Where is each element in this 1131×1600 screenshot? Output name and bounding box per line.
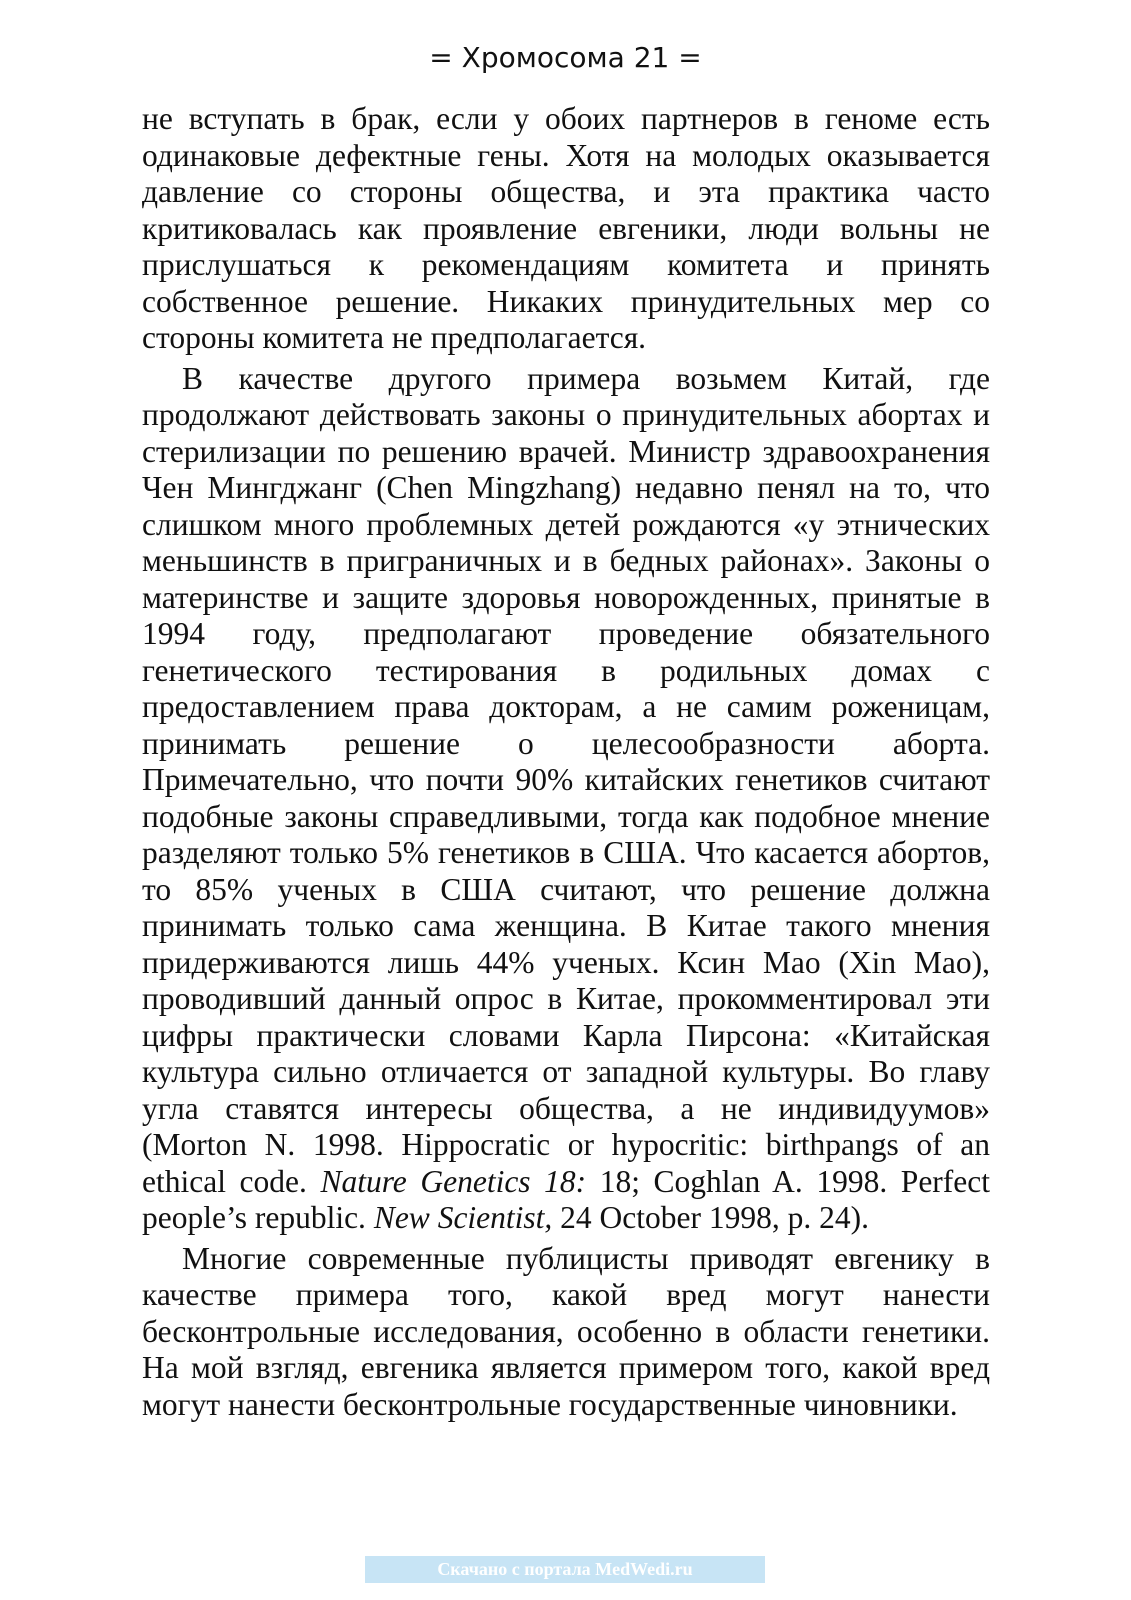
paragraph-3: Многие современные публицисты приводят евгенику в качестве примера того, какой вред могут нанести бесконтрольные исследования, особенно в области генетики. На мой взгляд, евгеника является примером того, какой вред могут нанести бесконтрольные государственные чиновники. [142,1240,990,1422]
body-text [142,101,990,1427]
paragraph-2-mid: 18; Coghlan A. 1998. Perfect people’s republic. [142,1163,990,1235]
journal-title-new-scientist: New Scientist, [373,1200,553,1235]
paragraph-1: не вступать в брак, если у обоих партнеров в геноме есть одинаковые дефектные гены. Хотя на молодых оказывается давление со стороны общества, и эта практика часто критиковалась как проявление евгеники, люди вольны не прислушаться к рекомендациям комитета и принять собственное решение. Никаких принудительных мер со стороны комитета не предполагается. [142,101,990,355]
paragraph-2-main: В качестве другого примера возьмем Китай, где продолжают действовать законы о принудительных абортах и стерилизации по решению врачей. Министр здравоохранения Чен Мингджанг (Chen Mingzhang) недавно пенял на то, что слишком много проблемных детей рождаются «у этнических меньшинств в приграничных и в бедных районах». Законы о материнстве и защите здоровья новорожденных, принятые в 1994 году, предполагают проведение обязательного генетического тестирования в родильных домах с предоставлением права докторам, а не самим роженицам, принимать решение о целесообразности аборта. Примечательно, что почти 90% китайских генетиков считают подобные законы справедливыми, тогда как подобное мнение разделяют только 5% генетиков в США. Что касается абортов, то 85% ученых в США считают, что решение должна принимать только сама женщина. В Китае такого мнения придерживаются лишь 44% ученых. Ксин Мао (Xin Mao), проводивший данный опрос в Китае, прокомментировал эти цифры практически словами Карла Пирсона: «Китайская культура сильно отличается от западной культуры. Во главу угла ставятся интересы общества, а не индивидуумов» (Morton N. 1998. Hippocratic or hypocritic: birthpangs of an ethical code. [142,360,990,1199]
watermark-banner: Скачано с портала MedWedi.ru [365,1556,765,1583]
journal-title-nature-genetics: Nature Genetics 18: [320,1163,587,1199]
paragraph-2-end: 24 October 1998, p. 24). [552,1200,869,1235]
running-head: = Хромосома 21 = [429,41,702,74]
paragraph-2 [142,361,990,1237]
